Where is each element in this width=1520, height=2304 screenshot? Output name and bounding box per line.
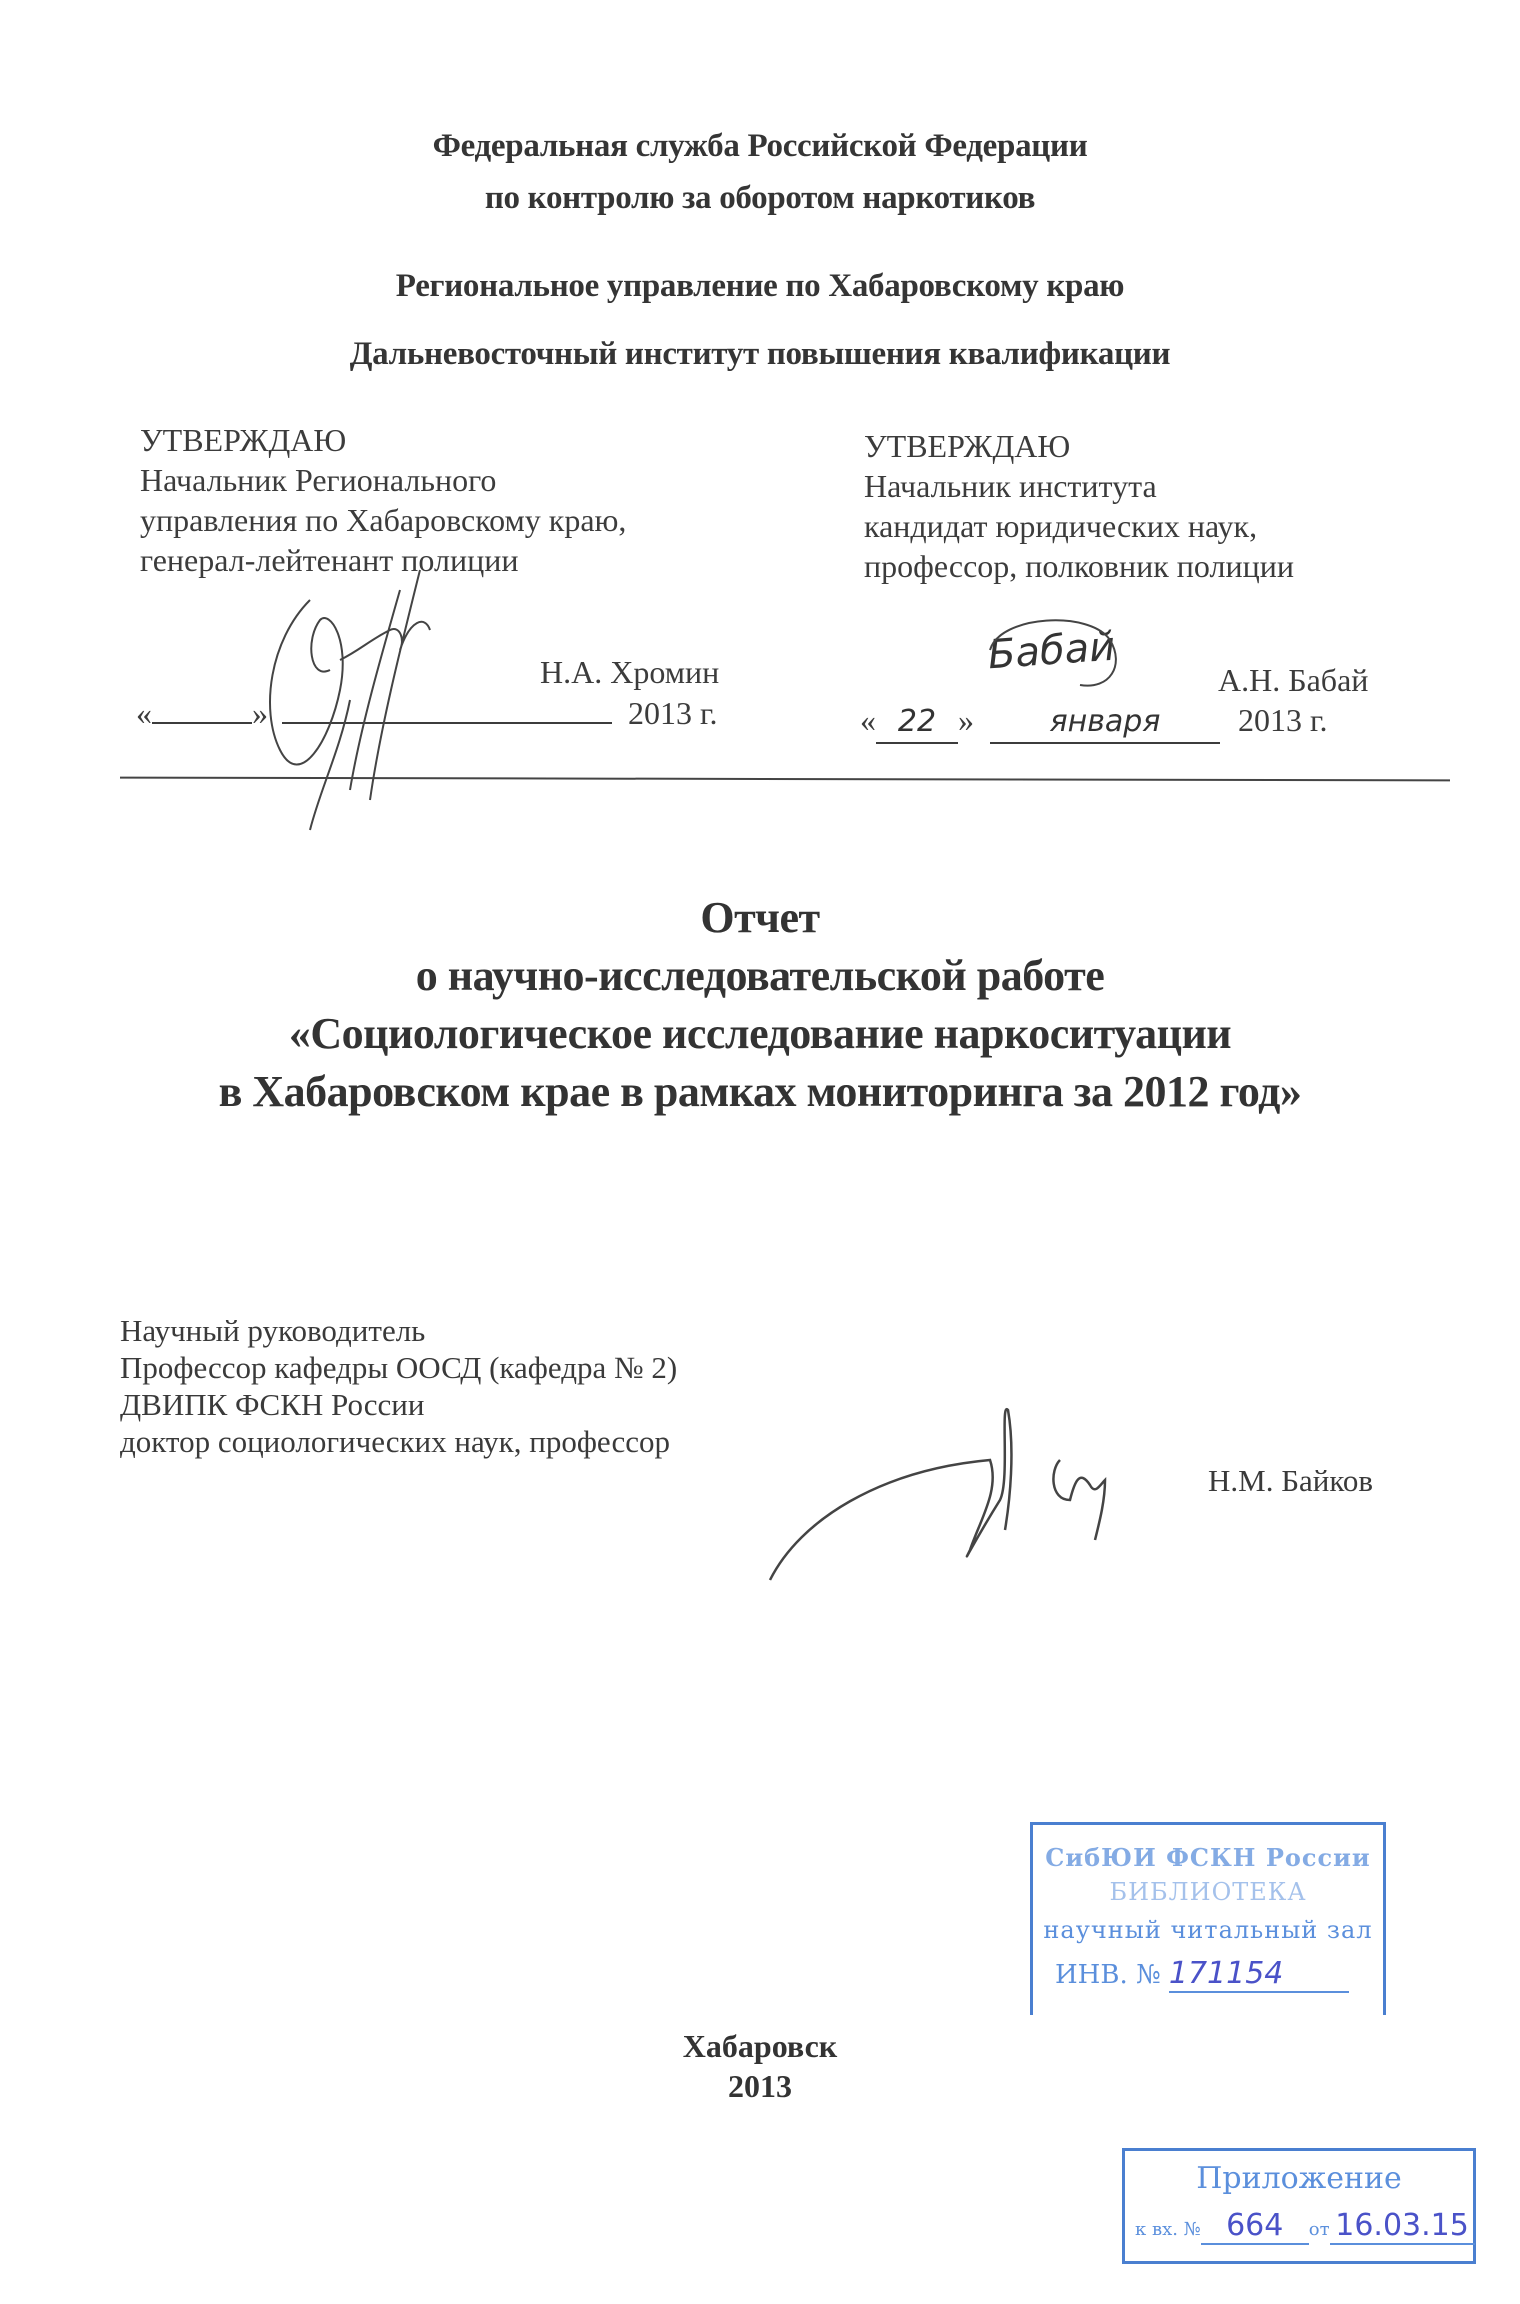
- appendix-stamp: [1122, 2148, 1476, 2264]
- approval-right: [864, 426, 1294, 586]
- date-day-field: [152, 722, 252, 724]
- approval-heading: УТВЕРЖДАЮ: [140, 422, 347, 458]
- report-topic-line1: «Социологическое исследование наркоситуации: [288, 1009, 1232, 1058]
- quote-close: »: [252, 695, 268, 731]
- ref-number: 664: [1201, 2208, 1309, 2245]
- approval-line: Начальник Регионального: [140, 462, 497, 498]
- appendix-title: Приложение: [1196, 2161, 1402, 2196]
- date-label: от: [1308, 2219, 1330, 2240]
- quote-open: «: [860, 702, 876, 738]
- signature-khromin-icon: [250, 560, 510, 840]
- approver-name-left: Н.А. Хромин: [540, 654, 720, 690]
- approval-left: [140, 420, 626, 580]
- approval-heading: УТВЕРЖДАЮ: [864, 428, 1071, 464]
- supervisor-name: Н.М. Байков: [1208, 1463, 1373, 1498]
- date-year: 2013 г.: [1238, 702, 1328, 738]
- regional-office: Региональное управление по Хабаровскому краю: [395, 268, 1125, 304]
- inventory-number: 171154: [1169, 1956, 1349, 1993]
- report-subtitle: о научно-исследовательской работе: [415, 951, 1105, 1000]
- date-month-field: января: [990, 702, 1220, 744]
- supervisor-line: Научный руководитель: [120, 1313, 426, 1348]
- date-day-field: 22: [876, 702, 958, 744]
- supervisor-line: доктор социологических наук, профессор: [120, 1424, 670, 1459]
- date-year: 2013 г.: [628, 695, 718, 731]
- signature-loop-icon: [970, 610, 1130, 700]
- approval-line: управления по Хабаровскому краю,: [140, 502, 627, 538]
- supervisor-line: Профессор кафедры ООСД (кафедра № 2): [120, 1350, 678, 1385]
- quote-open: «: [136, 695, 152, 731]
- appendix-reference: [1135, 2208, 1473, 2245]
- stamp-org: СибЮИ ФСКН России: [1045, 1843, 1371, 1872]
- supervisor-line: ДВИПК ФСКН России: [120, 1387, 425, 1422]
- supervisor-block: [120, 1312, 677, 1460]
- library-stamp: [1030, 1822, 1386, 2015]
- agency-subtitle: по контролю за оборотом наркотиков: [484, 180, 1036, 216]
- approval-line: кандидат юридических наук,: [864, 508, 1258, 544]
- approval-line: Начальник института: [864, 468, 1157, 504]
- approval-line: генерал-лейтенант полиции: [140, 542, 519, 578]
- approval-line: профессор, полковник полиции: [864, 548, 1294, 584]
- city: Хабаровск: [682, 2028, 838, 2064]
- report-topic-line2: в Хабаровском крае в рамках мониторинга за 2012 год»: [218, 1067, 1302, 1116]
- year: 2013: [728, 2068, 792, 2104]
- signature-baikov-icon: [760, 1390, 1140, 1590]
- institute-name: Дальневосточный институт повышения квалификации: [349, 336, 1171, 372]
- ref-label: к вх. №: [1135, 2219, 1201, 2240]
- approver-name-right: А.Н. Бабай: [1218, 662, 1369, 698]
- approval-date-right: [860, 700, 1328, 744]
- stamp-library: БИБЛИОТЕКА: [1109, 1878, 1307, 1906]
- stamp-inventory: [1055, 1956, 1383, 1993]
- inventory-label: ИНВ. №: [1055, 1960, 1161, 1990]
- signature-babai: Бабай: [986, 623, 1117, 679]
- ref-date: 16.03.15: [1330, 2208, 1475, 2245]
- stamp-reading-room: научный читальный зал: [1043, 1916, 1373, 1944]
- quote-close: »: [958, 702, 974, 738]
- report-title: Отчет: [700, 893, 820, 942]
- agency-name: Федеральная служба Российской Федерации: [432, 128, 1088, 164]
